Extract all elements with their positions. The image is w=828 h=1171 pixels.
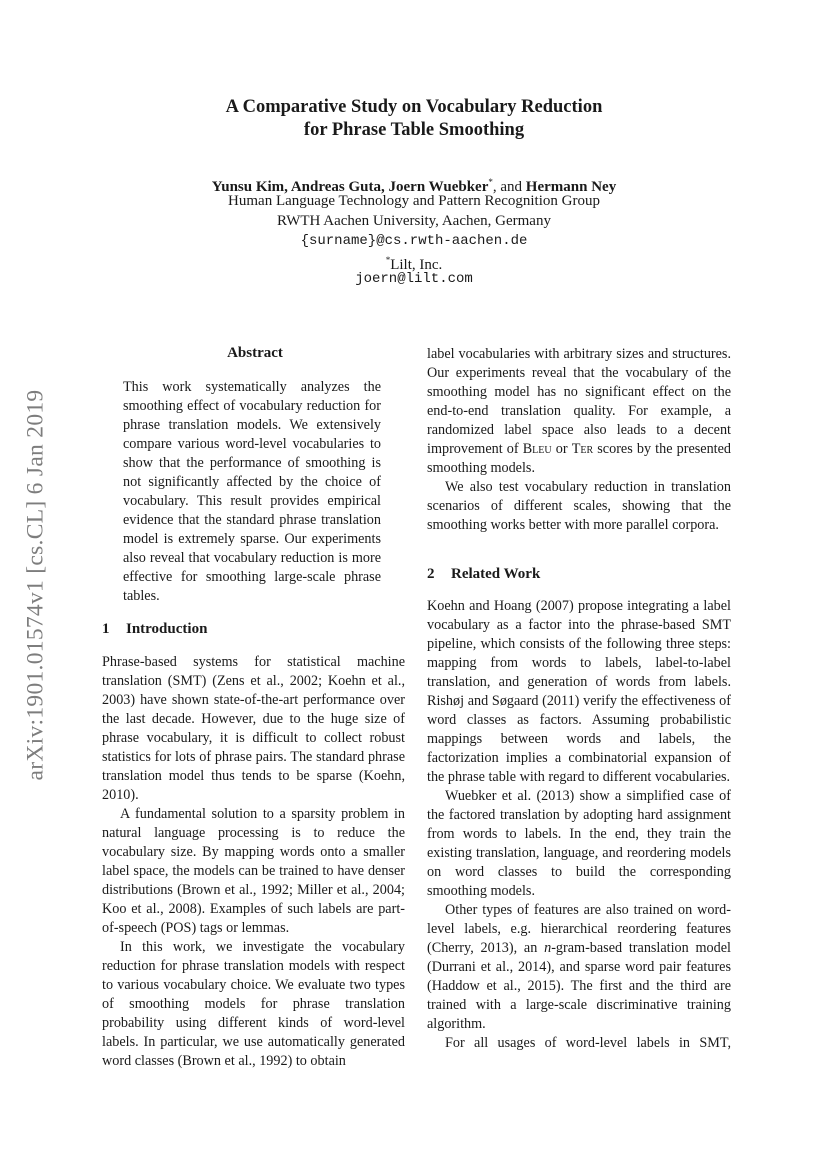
related-paragraph-3 bbox=[427, 901, 735, 1034]
related-paragraph-2: Wuebker et al. (2013) show a simplified case of the factored translation by adopting hard assignment from words to labels. In the end, they train the existing translation, language, and reordering models on word classes to build the corresponding smoothing models. bbox=[427, 788, 731, 899]
section-2-heading bbox=[427, 566, 540, 583]
affiliation-email: {surname}@cs.rwth-aachen.de bbox=[300, 233, 528, 249]
author-names: Yunsu Kim, Andreas Guta, Joern Wuebker bbox=[211, 179, 489, 195]
paper-title-line-1: A Comparative Study on Vocabulary Reduction bbox=[225, 97, 603, 117]
related-p3-text-b: -gram-based translation model (Durrani et al., 2014), and sparse word pair features (Haddow et al., 2015). The first and the third are trained with a large-scale discriminative training algorithm. bbox=[427, 940, 731, 1032]
author-and: , and bbox=[492, 179, 526, 195]
intro-continued-paragraph bbox=[427, 345, 735, 478]
company-star: * bbox=[385, 255, 391, 265]
intro-continued-text-a: label vocabularies with arbitrary sizes and structures. Our experiments reveal that the vocabulary of the smoothing model has no significant effect on the end-to-end translation quality. For example, a randomized label space also leads to a decent improvement of bbox=[427, 346, 735, 457]
intro-paragraph-1: Phrase-based systems for statistical machine translation (SMT) (Zens et al., 2002; Koehn et al., 2003) have shown state-of-the-art performance over the last decade. However, due to the huge size of phrase vocabulary, it is difficult to collect robust statistics for lots of phrase pairs. The standard phrase translation model thus tends to be sparse (Koehn, 2010). bbox=[102, 654, 405, 803]
abstract-body bbox=[123, 378, 381, 606]
right-column-intro-continued bbox=[427, 345, 735, 535]
affiliation-university: RWTH Aachen University, Aachen, Germany bbox=[277, 213, 551, 229]
ter-metric: Ter bbox=[571, 441, 594, 457]
author-last: Hermann Ney bbox=[525, 179, 617, 195]
intro-scales-paragraph: We also test vocabulary reduction in translation scenarios of different scales, showing that the smoothing works better with more parallel corpora. bbox=[427, 479, 731, 533]
intro-continued-text-b: scores by the presented smoothing models. bbox=[427, 441, 731, 476]
section-1-number: 1 bbox=[102, 621, 110, 637]
bleu-metric: Bleu bbox=[522, 441, 552, 457]
section-1-title: Introduction bbox=[126, 621, 208, 637]
related-p3-text-a: Other types of features are also trained on word-level labels, e.g. hierarchical reordering features (Cherry, 2013), an bbox=[427, 902, 735, 956]
or-text: or bbox=[551, 441, 572, 457]
section-2-number: 2 bbox=[427, 566, 435, 582]
abstract-text: This work systematically analyzes the smoothing effect of vocabulary reduction for phrase translation models. We extensively compare various word-level vocabularies to show that the performance of smoothing is not significantly affected by the choice of vocabulary. This result provides empirical evidence that the standard phrase translation model is extremely sparse. Our experiments also reveal that vocabulary reduction is more effective for smoothing large-scale phrase tables. bbox=[123, 379, 381, 604]
company-name: Lilt, Inc. bbox=[390, 257, 443, 273]
introduction-body bbox=[102, 653, 405, 1071]
related-paragraph-4: For all usages of word-level labels in SMT, bbox=[445, 1035, 731, 1051]
related-paragraph-1: Koehn and Hoang (2007) propose integrating a label vocabulary as a factor into the phrase-based SMT pipeline, which consists of the following three steps: mapping from words to labels, label-to-label translation, and generation of words from labels. Rishøj and Søgaard (2011) verify the effectiveness of word classes as factors. Assuming probabilistic mappings between words and labels, the factorization implies a combinatorial expansion of the phrase table with regard to different vocabularies. bbox=[427, 598, 731, 785]
company-email: joern@lilt.com bbox=[355, 271, 473, 287]
section-1-heading bbox=[102, 621, 207, 638]
related-work-body bbox=[427, 597, 735, 1053]
intro-paragraph-3: In this work, we investigate the vocabulary reduction for phrase translation models with respect to various vocabulary choice. We evaluate two types of smoothing models for phrase translation probability using different kinds of word-level labels. In particular, we use automatically generated word classes (Brown et al., 1992) to obtain bbox=[102, 939, 405, 1069]
intro-paragraph-2: A fundamental solution to a sparsity problem in natural language processing is to reduce the vocabulary size. By mapping words onto a smaller label space, the models can be trained to have denser distributions (Brown et al., 1992; Miller et al., 2004; Koo et al., 2008). Examples of such labels are part-of-speech (POS) tags or lemmas. bbox=[102, 806, 405, 936]
paper-title-line-2: for Phrase Table Smoothing bbox=[303, 120, 525, 140]
section-2-title: Related Work bbox=[451, 566, 541, 582]
arxiv-identifier-stamp: arXiv:1901.01574v1 [cs.CL] 6 Jan 2019 bbox=[22, 389, 49, 781]
abstract-heading: Abstract bbox=[227, 345, 283, 361]
affiliation-group: Human Language Technology and Pattern Recognition Group bbox=[228, 193, 600, 209]
n-variable: n bbox=[544, 940, 552, 956]
author-star: * bbox=[488, 177, 493, 187]
